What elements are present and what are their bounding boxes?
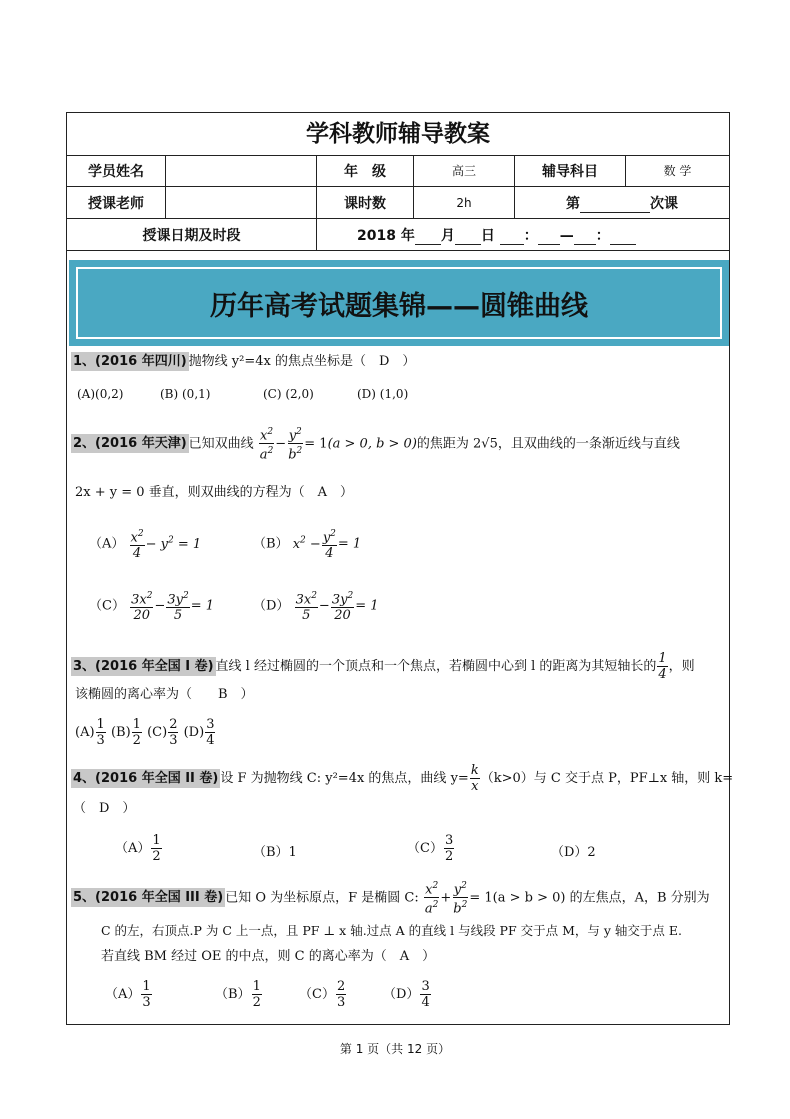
- page-title: 学科教师辅导教案: [67, 113, 729, 156]
- q2-d-frac1: $\frac{3x^2}{5}$: [295, 591, 317, 624]
- q5-option-a: [105, 979, 153, 1010]
- q1-option-a: (A)(0,2): [77, 387, 124, 401]
- date-year: 2018 年: [357, 227, 415, 244]
- date-dash: —: [559, 227, 574, 244]
- q4-option-d: （D）2: [551, 845, 596, 860]
- q3-tag: 3、(2016 年全国 I 卷): [73, 659, 214, 674]
- q5-tag: 5、(2016 年全国 III 卷): [73, 890, 224, 906]
- hours-value: 2h: [414, 187, 515, 219]
- q1-tag: 1、(2016 年四川): [73, 354, 187, 369]
- q2-eq1: = 1: [304, 436, 328, 452]
- q3-a-frac: $\frac{1}{3}$: [96, 717, 105, 748]
- q4-text2: （k>0）与 C 交于点 P，PF⊥x 轴，则 k=: [480, 771, 734, 786]
- q1-text: 抛物线 y²=4x 的焦点坐标是（ D ）: [188, 354, 416, 369]
- min2-blank[interactable]: [610, 230, 636, 245]
- question-5: 5、(2016 年全国 III 卷) 已知 O 为坐标原点，F 是椭圆 C: $\frac{x^2}{a^2}$ + $\frac{y^2}{b^2}$ = 1(a > b > 0) 的左焦点，A，B 分别为: [73, 881, 710, 917]
- q3-opt-a: (A): [75, 725, 95, 740]
- q2-cond: (a > 0, b > 0): [327, 436, 417, 452]
- day-blank[interactable]: [455, 230, 481, 245]
- q4-line2: （ D ）: [73, 801, 136, 816]
- topic-banner: [69, 260, 729, 346]
- q3-line2: 该椭圆的离心率为（ B ）: [75, 687, 254, 702]
- date-colon2: ：: [595, 227, 610, 244]
- q5-opt-c-label: （C）: [299, 987, 335, 1002]
- hour2-blank[interactable]: [574, 230, 596, 245]
- lesson-suffix: 次课: [650, 195, 678, 212]
- q5-line2: C 的左，右顶点.P 为 C 上一点，且 PF ⊥ x 轴.过点 A 的直线 l 与线段 PF 交于点 M，与 y 轴交于点 E.: [101, 923, 682, 938]
- q5-b-frac: $\frac{1}{2}$: [252, 979, 261, 1010]
- q2-c-frac1: $\frac{3x^2}{20}$: [131, 591, 153, 624]
- q3-text: 直线 l 经过椭圆的一个顶点和一个焦点，若椭圆中心到 l 的距离为其短轴长的: [215, 659, 657, 674]
- date-day: 日: [480, 227, 495, 244]
- date-month: 月: [440, 227, 455, 244]
- hours-label: 课时数: [317, 187, 414, 219]
- q5-d-frac: $\frac{3}{4}$: [421, 979, 430, 1010]
- q2-frac-x: $\frac{x^2}{a^2}$: [259, 427, 274, 463]
- subject-label: 辅导科目: [515, 155, 626, 187]
- q1-option-d: (D) (1,0): [357, 387, 409, 401]
- date-label: 授课日期及时段: [67, 219, 317, 251]
- teacher-value[interactable]: [166, 187, 317, 219]
- question-4: [71, 763, 733, 794]
- q3-opt-d: (D): [183, 725, 205, 740]
- teacher-label: 授课老师: [67, 187, 166, 219]
- q3-c-frac: $\frac{2}{3}$: [169, 717, 178, 748]
- q2-frac-y: $\frac{y^2}{b^2}$: [288, 427, 303, 463]
- q5-frac-y: $\frac{y^2}{b^2}$: [453, 881, 468, 917]
- q2-line2: 2x + y = 0 垂直，则双曲线的方程为（ A ）: [75, 485, 354, 500]
- q5-a-frac: $\frac{1}{3}$: [142, 979, 151, 1010]
- q5-opt-b-label: （B）: [215, 987, 251, 1002]
- student-label: 学员姓名: [67, 155, 166, 187]
- q2-opt-d-label: （D）: [253, 598, 290, 614]
- page-footer: 第 1 页（共 12 页）: [339, 1042, 451, 1056]
- q4-tag: 4、(2016 年全国 II 卷): [73, 771, 219, 786]
- subject-value: 数 学: [626, 155, 730, 187]
- q5-option-c: [299, 979, 347, 1010]
- q2-pre: 已知双曲线: [188, 436, 254, 452]
- q2-option-a: （A） $\frac{x^2}{4}$ − $y^2 = 1$: [89, 529, 202, 562]
- banner-frame: [76, 267, 722, 339]
- month-blank[interactable]: [415, 230, 441, 245]
- q2-c-frac2: $\frac{3y^2}{5}$: [167, 591, 189, 624]
- lesson-number: [515, 187, 730, 219]
- q5-text: 已知 O 为坐标原点，F 是椭圆 C:: [225, 890, 419, 906]
- question-2: 2、(2016 年天津) 已知双曲线 $\frac{x^2}{a^2}$ − $\frac{y^2}{b^2}$ = 1(a > 0, b > 0)的焦距为 2√5，且双曲线的一条渐近线与直线: [73, 427, 680, 463]
- student-value[interactable]: [166, 155, 317, 187]
- q4-option-c: [407, 833, 455, 864]
- question-1: [71, 352, 415, 372]
- date-colon1: ：: [523, 227, 538, 244]
- q1-option-b: (B) (0,1): [160, 387, 211, 401]
- q4-a-frac: $\frac{1}{2}$: [152, 833, 161, 864]
- q5-frac-x: $\frac{x^2}{a^2}$: [424, 881, 439, 917]
- q3-opt-c: (C): [147, 725, 168, 740]
- q5-option-b: [215, 979, 263, 1010]
- date-value: [317, 219, 730, 251]
- q3-d-frac: $\frac{3}{4}$: [206, 717, 215, 748]
- q3-text-end: ，则: [668, 659, 695, 674]
- q4-opt-a-label: （A）: [115, 841, 151, 856]
- q4-c-frac: $\frac{3}{2}$: [444, 833, 454, 864]
- q2-opt-a-label: （A）: [89, 536, 125, 552]
- q2-b-frac: $\frac{y^2}{4}$: [322, 529, 336, 562]
- q1-option-c: (C) (2,0): [263, 387, 314, 401]
- q3-frac: $\frac{1}{4}$: [658, 651, 667, 682]
- q2-a-frac: $\frac{x^2}{4}$: [130, 529, 144, 562]
- q3-opt-b: (B): [110, 725, 131, 740]
- q4-opt-c-label: （C）: [407, 841, 443, 856]
- q2-d-frac2: $\frac{3y^2}{20}$: [331, 591, 354, 624]
- grade-label: 年 级: [317, 155, 414, 187]
- q5-c-frac: $\frac{2}{3}$: [336, 979, 346, 1010]
- min1-blank[interactable]: [538, 230, 560, 245]
- q4-frac: $\frac{k}{x}$: [470, 763, 479, 794]
- q4-option-b: （B）1: [253, 845, 297, 860]
- q5-opt-a-label: （A）: [105, 987, 141, 1002]
- q2-tag: 2、(2016 年天津): [73, 436, 187, 452]
- q2-mid: 的焦距为 2√5，且双曲线的一条渐近线与直线: [416, 436, 680, 452]
- q4-option-a: [115, 833, 163, 864]
- q3-b-frac: $\frac{1}{2}$: [132, 717, 141, 748]
- lesson-blank[interactable]: [580, 198, 650, 213]
- q5-line3: 若直线 BM 经过 OE 的中点，则 C 的离心率为（ A ）: [101, 949, 436, 964]
- q2-opt-c-label: （C）: [89, 598, 125, 614]
- q4-text: 设 F 为抛物线 C: y²=4x 的焦点，曲线 y=: [220, 771, 469, 786]
- q3-options: [75, 717, 216, 748]
- lesson-plan-page: [66, 112, 734, 1025]
- hour1-blank[interactable]: [500, 230, 524, 245]
- q5-cond: = 1(a > b > 0) 的左焦点，A，B 分别为: [469, 890, 710, 906]
- question-3: [71, 651, 695, 682]
- lesson-prefix: 第: [566, 195, 580, 212]
- q2-option-c: （C） $\frac{3x^2}{20}$ − $\frac{3y^2}{5}$ = 1: [89, 591, 214, 624]
- q2-opt-b-label: （B）: [253, 536, 289, 552]
- q5-opt-d-label: （D）: [383, 987, 420, 1002]
- q5-option-d: [383, 979, 432, 1010]
- q2-option-d: （D） $\frac{3x^2}{5}$ − $\frac{3y^2}{20}$ = 1: [253, 591, 379, 624]
- info-table: [67, 155, 729, 251]
- grade-value: 高三: [414, 155, 515, 187]
- banner-title: 历年高考试题集锦——圆锥曲线: [210, 290, 588, 322]
- q2-option-b: （B） $x^2$ − $\frac{y^2}{4}$ = 1: [253, 529, 362, 562]
